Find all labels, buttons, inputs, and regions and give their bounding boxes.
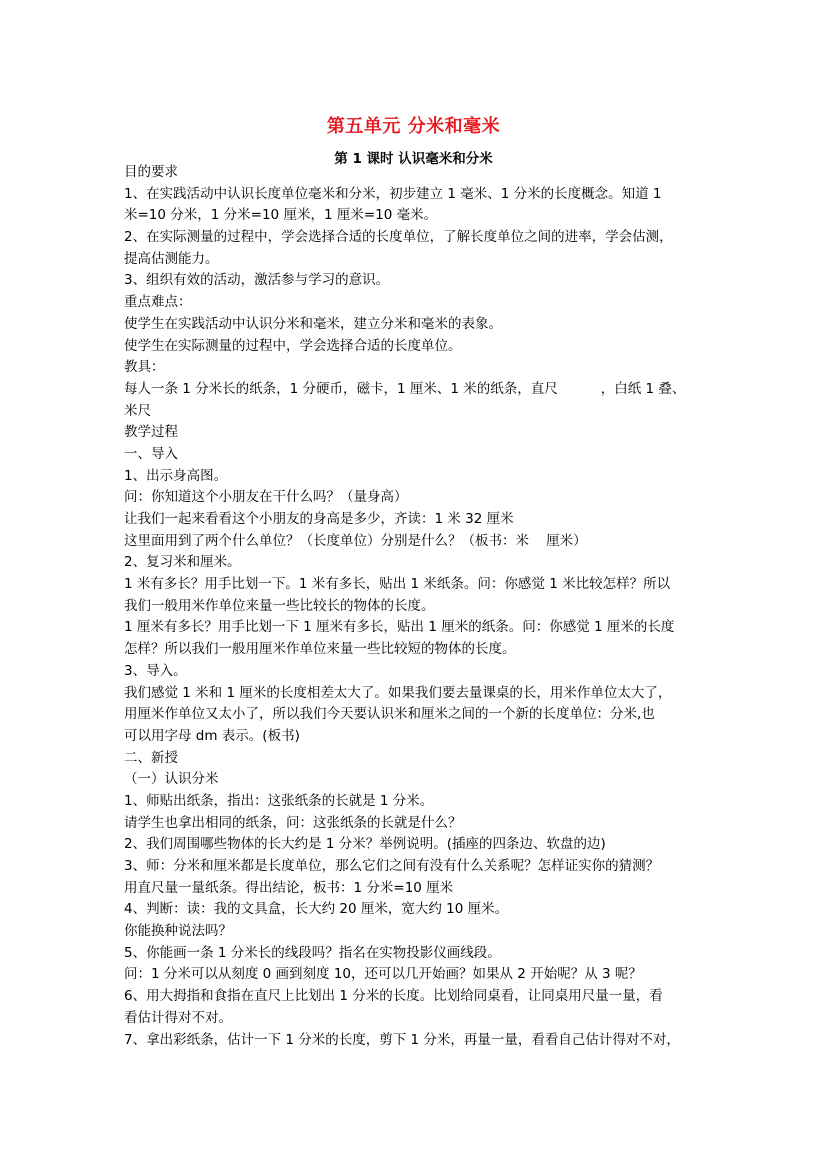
- text-line: 4、判断：读：我的文具盒，长大约 20 厘米，宽大约 10 厘米。: [124, 901, 509, 918]
- lesson-subtitle: 第 1 课时 认识毫米和分米: [334, 151, 493, 167]
- text-line: 1、出示身高图。: [124, 467, 228, 484]
- text-line: 5、你能画一条 1 分米长的线段吗？指名在实物投影仪画线段。: [124, 944, 501, 961]
- text-line: 二、新授: [124, 749, 178, 766]
- text-line: 7、拿出彩纸条，估计一下 1 分米的长度，剪下 1 分米，再量一量，看看自己估计得对不对，: [124, 1031, 680, 1048]
- text-line: （一）认识分米: [124, 771, 219, 788]
- text-line: 3、组织有效的活动，激活参与学习的意识。: [124, 272, 390, 289]
- text-line: 我们一般用米作单位来量一些比较长的物体的长度。: [124, 597, 435, 614]
- text-line: 教具：: [124, 359, 165, 376]
- text-line: 2、复习米和厘米。: [124, 554, 241, 571]
- text-line: 这里面用到了两个什么单位？（长度单位）分别是什么？（板书：米 厘米）: [124, 532, 587, 549]
- text-line: 6、用大拇指和食指在直尺上比划出 1 分米的长度。比划给同桌看，让同桌用尺量一量，看: [124, 988, 663, 1005]
- text-line: 让我们一起来看看这个小朋友的身高是多少，齐读：1 米 32 厘米: [124, 511, 514, 527]
- text-line: 一、导入: [124, 445, 178, 462]
- lesson-body: [124, 162, 714, 1051]
- text-line: 怎样？所以我们一般用厘米作单位来量一些比较短的物体的长度。: [124, 641, 516, 658]
- text-line: 米=10 分米，1 分米=10 厘米，1 厘米=10 毫米。: [124, 207, 438, 224]
- text-line: 用厘米作单位又太小了，所以我们今天要认识米和厘米之间的一个新的长度单位：分米,也: [124, 706, 655, 723]
- text-line: 2、在实际测量的过程中，学会选择合适的长度单位，了解长度单位之间的进率，学会估测，: [124, 229, 673, 246]
- text-line: 2、我们周围哪些物体的长大约是 1 分米？举例说明。(插座的四条边、软盘的边): [124, 836, 606, 853]
- text-line: 1 厘米有多长？用手比划一下 1 厘米有多长，贴出 1 厘米的纸条。问：你感觉 1 厘米的长度: [124, 619, 675, 636]
- text-line: 米尺: [124, 402, 151, 419]
- text-line: 用直尺量一量纸条。得出结论，板书：1 分米=10 厘米: [124, 879, 454, 896]
- text-line: 看估计得对不对。: [124, 1009, 232, 1026]
- unit-title: 第五单元 分米和毫米: [326, 116, 501, 137]
- text-line: 1、在实践活动中认识长度单位毫米和分米，初步建立 1 毫米、1 分米的长度概念。知道 1: [124, 185, 662, 202]
- text-line: 问：你知道这个小朋友在干什么吗？（量身高）: [124, 489, 408, 506]
- text-line: 可以用字母 dm 表示。(板书): [124, 727, 300, 744]
- text-line: 使学生在实践活动中认识分米和毫米，建立分米和毫米的表象。: [124, 315, 502, 332]
- text-line: 使学生在实际测量的过程中，学会选择合适的长度单位。: [124, 337, 462, 354]
- text-line: 1、师贴出纸条，指出：这张纸条的长就是 1 分米。: [124, 792, 434, 809]
- text-line: 1 米有多长？用手比划一下。1 米有多长，贴出 1 米纸条。问：你感觉 1 米比较怎样？所以: [124, 576, 671, 593]
- text-line: 你能换种说法吗？: [124, 923, 232, 940]
- text-line: 3、师：分米和厘米都是长度单位，那么它们之间有没有什么关系呢？怎样证实你的猜测？: [124, 858, 660, 874]
- text-line: 3、导入。: [124, 662, 187, 679]
- text-line: 我们感觉 1 米和 1 厘米的长度相差太大了。如果我们要去量课桌的长，用米作单位太大了，: [124, 684, 672, 701]
- text-line: 目的要求: [124, 164, 178, 180]
- text-line: 重点难点：: [124, 294, 192, 311]
- text-line: 教学过程: [124, 424, 178, 441]
- text-line: 提高估测能力。: [124, 250, 219, 267]
- text-line: 问：1 分米可以从刻度 0 画到刻度 10，还可以几开始画？如果从 2 开始呢？从 3 呢？: [124, 966, 642, 983]
- text-line: 请学生也拿出相同的纸条，问：这张纸条的长就是什么？: [124, 814, 462, 831]
- text-line: 每人一条 1 分米长的纸条，1 分硬币，磁卡，1 厘米、1 米的纸条，直尺 ，白纸 1 叠、: [124, 380, 686, 397]
